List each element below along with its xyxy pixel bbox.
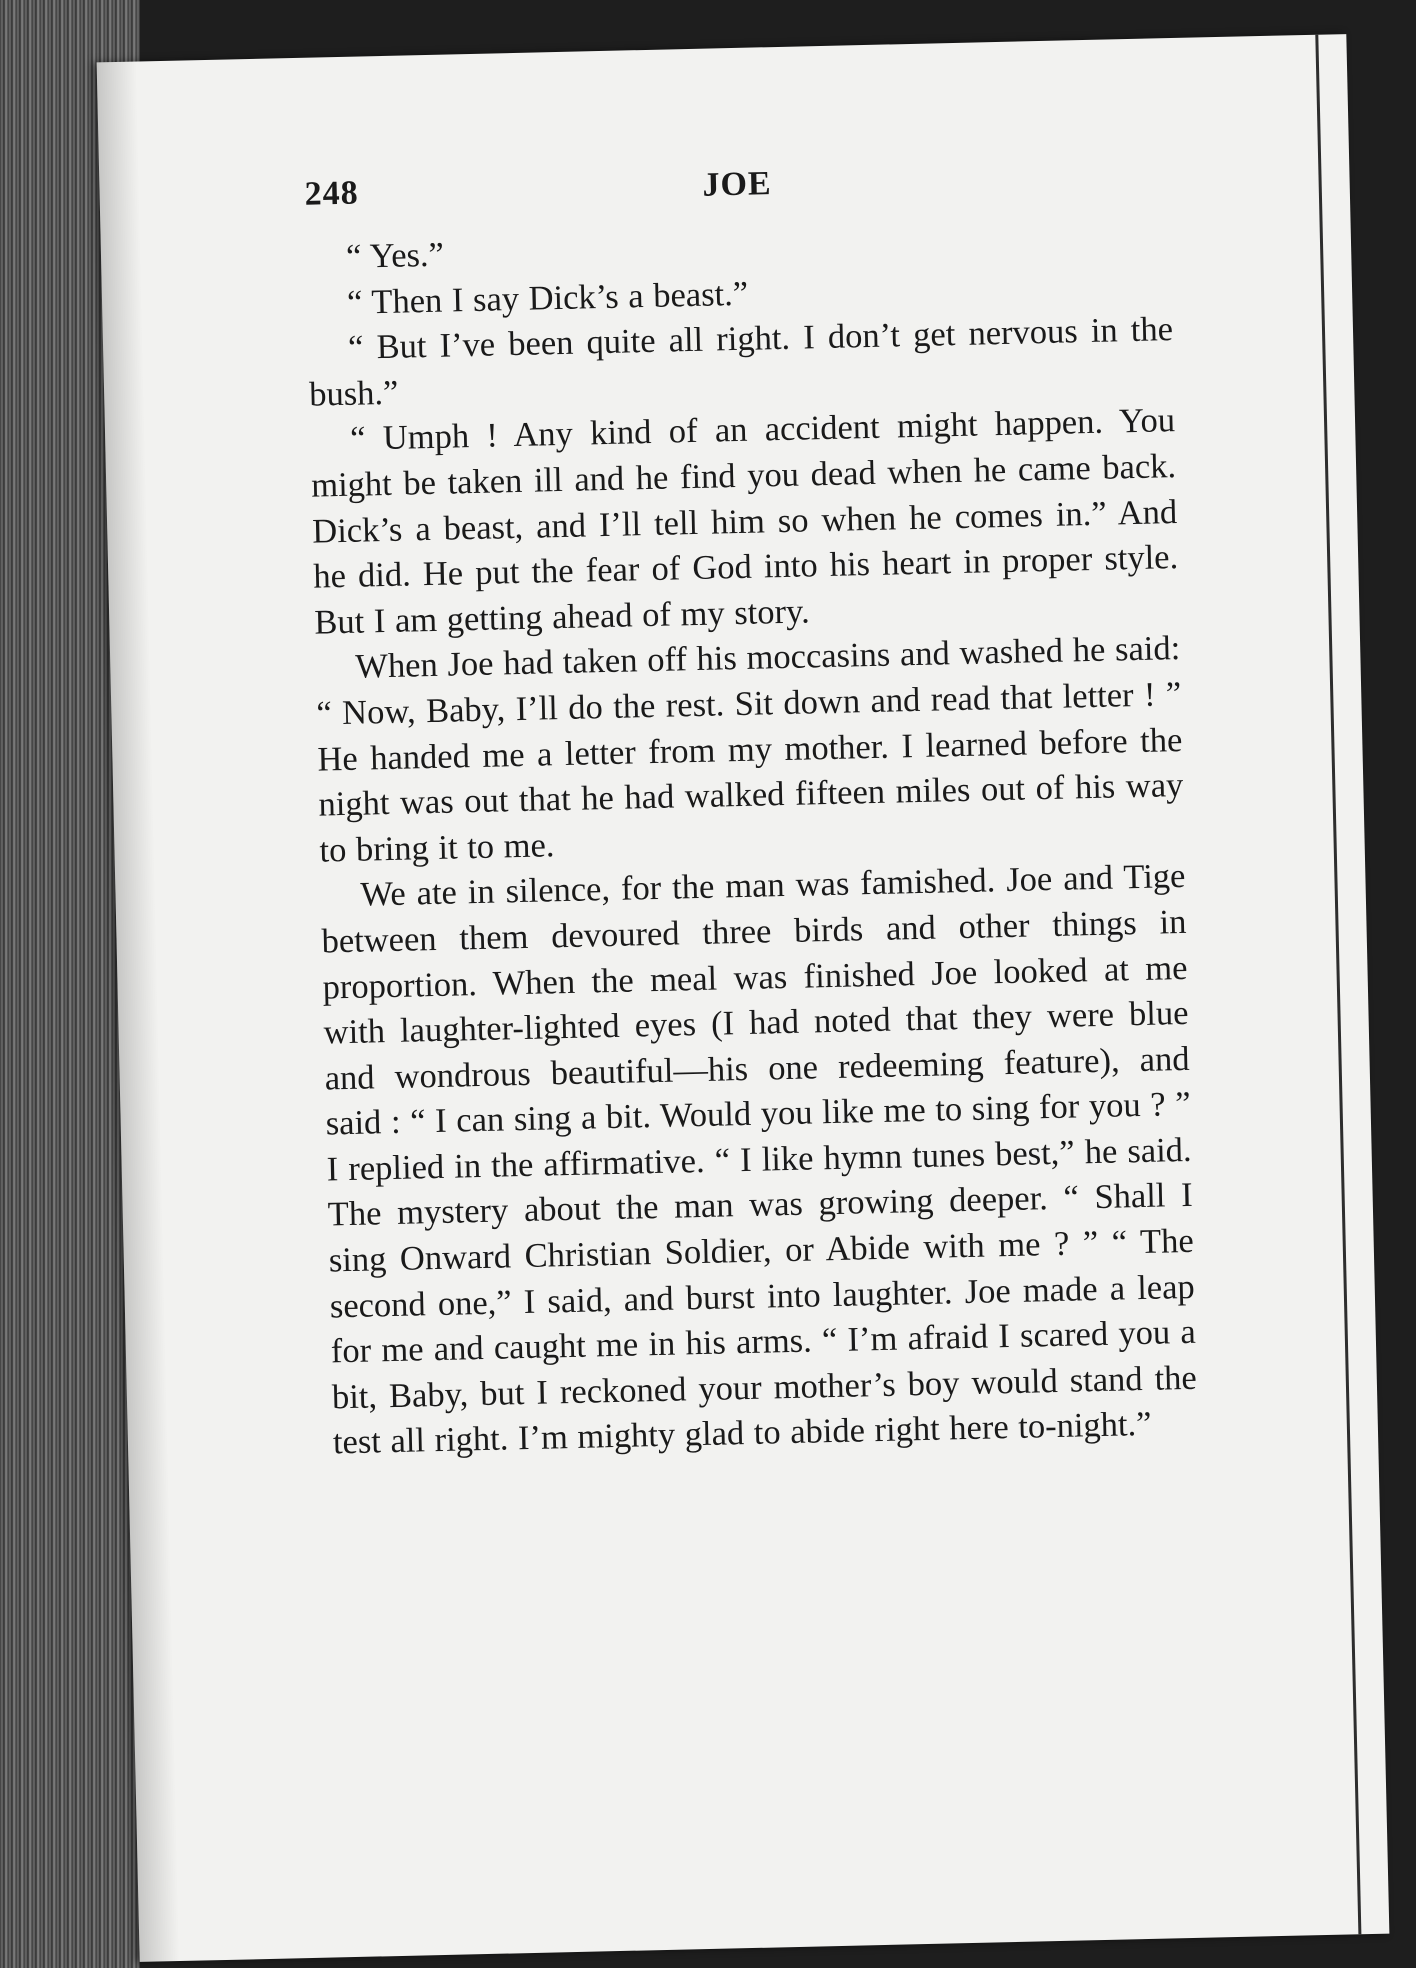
page-right-edge [1315, 35, 1361, 1935]
running-title: JOE [702, 165, 773, 204]
paragraph: When Joe had taken off his moccasins and washed he said: “ Now, Baby, I’ll do the rest. Sit down and read that letter ! ” He handed me a letter from my mother. I learned before the night was out that he had walked fifteen miles out of his way to bring it to me. [316, 629, 1184, 870]
paragraph: “ But I’ve been quite all right. I don’t get nervous in the bush.” [308, 310, 1174, 414]
book-page [97, 34, 1390, 1962]
paragraph: “ Umph ! Any kind of an accident might happen. You might be taken ill and he find you dead when he came back. Dick’s a beast, and I’ll tell him so when he comes in.” And he did. He put the fear of God into his heart in proper style. But I am getting ahead of my story. [310, 401, 1179, 642]
paragraph: “ Then I say Dick’s a beast.” [346, 274, 749, 322]
paragraph: We ate in silence, for the man was famished. Joe and Tige between them devoured three birds and other things in proportion. When the meal was finished Joe looked at me with laughter-lighted eyes (I had noted that they were blue and wondrous beautiful—his one redeeming feature), and said : “ I can sing a bit. Would you like me to sing for you ? ” I replied in the affirmative. “ I like hymn tunes best,” he said. The mystery about the man was growing deeper. “ Shall I sing Onward Christian Soldier, or Abide with me ? ” “ The second one,” I said, and burst into laughter. Joe made a leap for me and caught me in his arms. “ I’m afraid I scared you a bit, Baby, but I reckoned your mother’s boy would stand the test all right. I’m mighty glad to abide right here to-night.” [321, 857, 1198, 1462]
text-block [304, 156, 1198, 1466]
page-number: 248 [304, 174, 360, 213]
paragraph: “ Yes.” [345, 235, 445, 276]
